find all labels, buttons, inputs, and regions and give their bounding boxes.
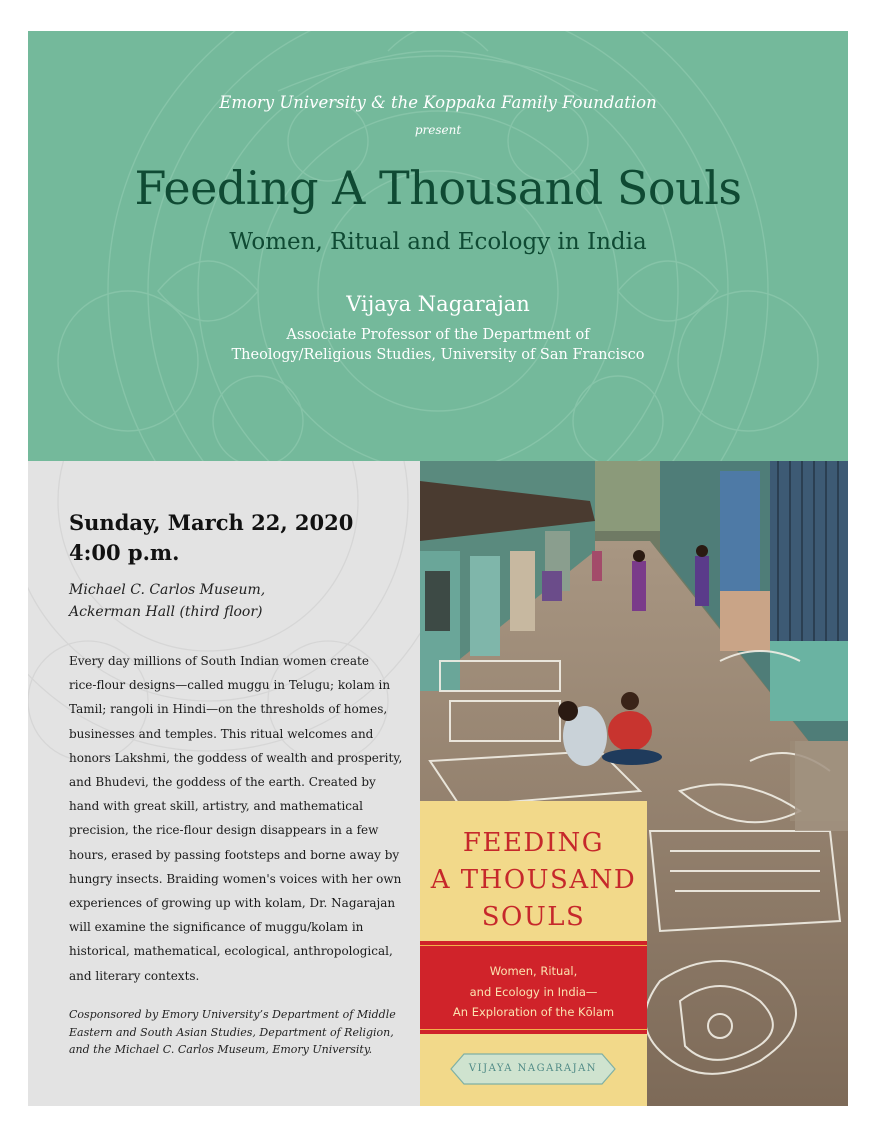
- description-line: Tamil; rangoli in Hindi—on the thresholds of homes,: [69, 702, 388, 717]
- event-time: 4:00 p.m.: [69, 540, 180, 565]
- description-line: Every day millions of South Indian women create: [69, 654, 369, 668]
- cosponsor-line: Eastern and South Asian Studies, Department of Religion,: [69, 1025, 394, 1039]
- description-line: will examine the significance of muggu/kolam in: [69, 920, 364, 935]
- book-subtitle-line: and Ecology in India—: [469, 984, 598, 999]
- description-line: historical, mathematical, ecological, anthropological,: [69, 944, 393, 959]
- book-subtitle-line: Women, Ritual,: [489, 964, 578, 978]
- speaker-affiliation-line: Associate Professor of the Department of: [286, 327, 590, 343]
- book-author-badge: [450, 1053, 616, 1085]
- present-word: present: [414, 123, 462, 137]
- band-rule: [420, 945, 647, 946]
- event-title: Feeding A Thousand Souls: [134, 161, 742, 215]
- speaker-name: Vijaya Nagarajan: [346, 292, 530, 316]
- book-subtitle: [420, 961, 647, 1023]
- event-subtitle: Women, Ritual and Ecology in India: [229, 229, 647, 255]
- presenter-line: Emory University & the Koppaka Family Foundation: [219, 93, 657, 112]
- description-line: hand with great skill, artistry, and mathematical: [69, 799, 364, 814]
- venue-line: Ackerman Hall (third floor): [69, 604, 263, 620]
- description-line: honors Lakshmi, the goddess of wealth and prosperity,: [69, 750, 403, 765]
- cosponsor-note: [69, 1006, 394, 1059]
- book-title: [420, 825, 647, 936]
- description-line: rice-flour designs—called muggu in Telugu; kolam in: [69, 678, 391, 693]
- book-title-line: A THOUSAND: [430, 865, 637, 895]
- book-title-line: SOULS: [481, 902, 586, 932]
- book-subtitle-band: [420, 941, 647, 1034]
- header-banner: [28, 31, 848, 461]
- cosponsor-line: and the Michael C. Carlos Museum, Emory University.: [69, 1043, 373, 1056]
- event-poster: [28, 31, 848, 1106]
- band-rule: [420, 1029, 647, 1030]
- book-cover: [420, 801, 647, 1106]
- venue-line: Michael C. Carlos Museum,: [69, 582, 266, 598]
- description-line: businesses and temples. This ritual welcomes and: [69, 726, 374, 741]
- description-line: hungry insects. Braiding women's voices with her own: [69, 871, 402, 886]
- description-line: and literary contexts.: [69, 968, 200, 983]
- event-venue: [69, 579, 265, 623]
- event-date: Sunday, March 22, 2020: [69, 510, 354, 535]
- book-title-line: FEEDING: [462, 828, 605, 858]
- event-date-time: [69, 508, 353, 568]
- description-line: and Bhudevi, the goddess of the earth. Created by: [69, 775, 376, 790]
- speaker-affiliation-line: Theology/Religious Studies, University of San Francisco: [231, 347, 645, 363]
- description-line: precision, the rice-flour design disappears in a few: [69, 823, 379, 838]
- street-kolam-photo: [420, 461, 848, 1106]
- cosponsor-line: Cosponsored by Emory University’s Department of Middle: [69, 1008, 396, 1021]
- event-info-panel: [28, 461, 420, 1106]
- description-line: experiences of growing up with kolam, Dr. Nagarajan: [69, 896, 396, 911]
- event-description: [69, 649, 403, 988]
- book-author: VIJAYA NAGARAJAN: [468, 1063, 598, 1074]
- description-line: hours, erased by passing footsteps and borne away by: [69, 847, 400, 862]
- book-subtitle-line: An Exploration of the Kōlam: [452, 1005, 615, 1019]
